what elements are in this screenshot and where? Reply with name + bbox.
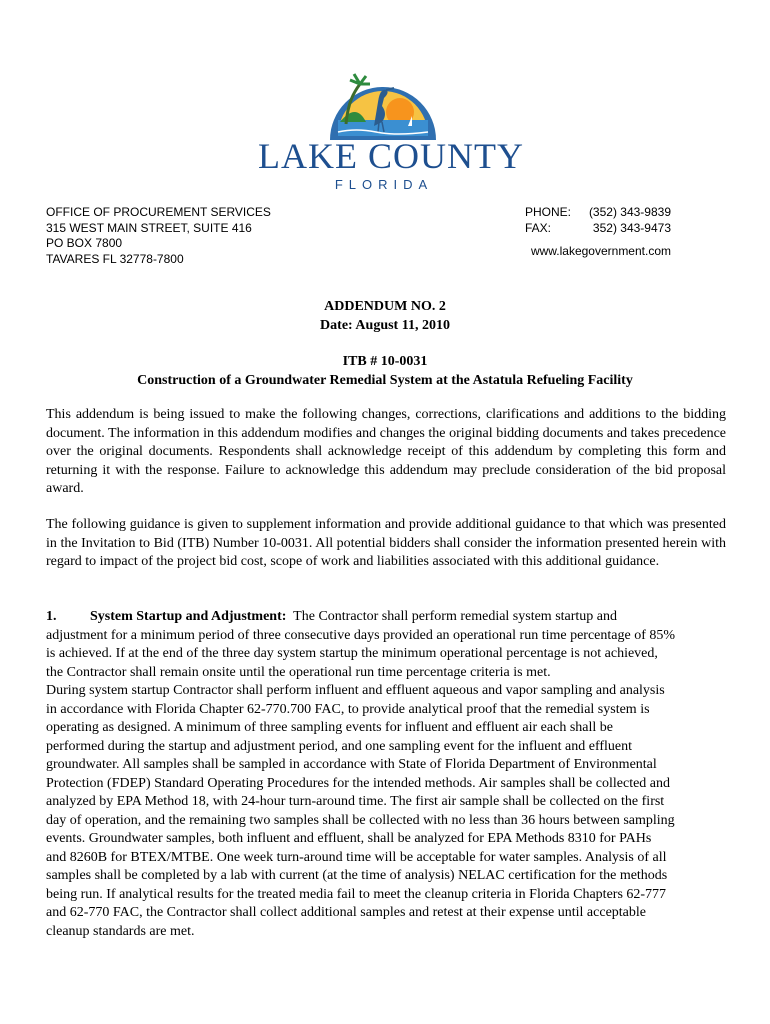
addendum-date: Date: August 11, 2010 — [320, 318, 450, 333]
section-1-line: performed during the startup and adjustment period, and one sampling event for the influent and effluent — [46, 738, 633, 754]
section-1-line: groundwater. All samples shall be sampled in accordance with State of Florida Department of Environmental — [46, 757, 657, 772]
logo-title: LAKE COUNTY — [258, 136, 524, 176]
section-1-line: cleanup standards are met. — [46, 923, 195, 939]
phone-label: PHONE: — [525, 205, 572, 219]
office-address — [46, 205, 271, 267]
section-1 — [46, 608, 726, 941]
intro-paragraph — [46, 406, 726, 499]
section-1-number: 1. — [46, 609, 57, 624]
addendum-title: ADDENDUM NO. 2 — [324, 299, 446, 314]
section-1-line: samples shall be completed by a lab with current (at the time of analysis) NELAC certification for the methods — [46, 868, 668, 883]
section-1-line: The Contractor shall perform remedial system startup and — [293, 609, 618, 624]
fax-row — [525, 221, 671, 237]
section-1-line: analyzed by EPA Method 18, with 24-hour turn-around time. The first air sample shall be collected on the first — [46, 794, 665, 809]
lake-county-logo — [258, 62, 524, 192]
section-1-line: being run. If analytical results for the treated media fail to meet the cleanup criteria in Florida Chapters 62-777 — [46, 886, 667, 902]
website-link[interactable]: www.lakegovernment.com — [530, 244, 671, 258]
office-city: TAVARES FL 32778-7800 — [46, 251, 184, 266]
office-name: OFFICE OF PROCUREMENT SERVICES — [46, 205, 271, 219]
guidance-paragraph — [46, 516, 726, 572]
office-po-box: PO BOX 7800 — [46, 236, 123, 250]
section-1-line: is achieved. If at the end of the three day system startup the minimum operational percentage is not achieved, — [46, 646, 658, 661]
section-1-line: operating as designed. A minimum of three sampling events for influent and effluent air each shall be — [46, 720, 613, 735]
guidance-text: The following guidance is given to supplement information and provide additional guidance to that which was presented in the Invitation to Bid (ITB) Number 10-0031. All potential bidders shall consider the information presented herein with regard to impact of the project bid cost, scope of work and liabilities associated with this additional guidance. — [46, 517, 726, 569]
intro-text: This addendum is being issued to make the following changes, corrections, clarifications and additions to the bidding document. The information in this addendum modifies and changes the original bidding documents and takes precedence over the original documents. Respondents shall acknowledge receipt of this addendum by completing this form and returning it with the response. Failure to acknowledge this addendum may preclude consideration of the bid proposal award. — [46, 407, 726, 496]
section-1-line: During system startup Contractor shall perform influent and effluent aqueous and vapor sampling and analysis — [46, 683, 665, 698]
fax-value: 352) 343-9473 — [592, 220, 671, 235]
contact-info — [525, 205, 671, 260]
section-1-first-line — [46, 608, 726, 627]
section-1-line: and 62-770 FAC, the Contractor shall collect additional samples and retest at their expense until acceptable — [46, 905, 646, 920]
section-1-line: and 8260B for BTEX/MTBE. One week turn-around time will be acceptable for water samples. Analysis of all — [46, 849, 667, 865]
section-1-line: the Contractor shall remain onsite until the operational run time percentage criteria is met. — [46, 664, 551, 680]
heron-sunset-emblem-icon — [326, 62, 440, 140]
logo-subtitle: FLORIDA — [334, 177, 434, 192]
section-1-line: events. Groundwater samples, both influent and effluent, shall be analyzed for EPA Methods 8310 for PAHs — [46, 831, 652, 846]
phone-value: (352) 343-9839 — [588, 205, 671, 219]
section-1-line: adjustment for a minimum period of three consecutive days provided an operational run time percentage of 85% — [46, 627, 676, 643]
section-1-line: Protection (FDEP) Standard Operating Procedures for the intended methods. Air samples shall be collected and — [46, 775, 671, 791]
section-1-line: day of operation, and the remaining two samples shall be collected with no less than 36 hours between sampling — [46, 812, 675, 828]
fax-label: FAX: — [525, 220, 552, 235]
section-1-heading: System Startup and Adjustment: — [90, 609, 287, 624]
phone-row — [525, 205, 671, 221]
office-street: 315 WEST MAIN STREET, SUITE 416 — [46, 220, 252, 235]
itb-number: ITB # 10-0031 — [342, 354, 428, 369]
project-title: Construction of a Groundwater Remedial System at the Astatula Refueling Facility — [137, 373, 633, 388]
section-1-line: in accordance with Florida Chapter 62-770.700 FAC, to provide analytical proof that the remedial system is — [46, 701, 650, 717]
